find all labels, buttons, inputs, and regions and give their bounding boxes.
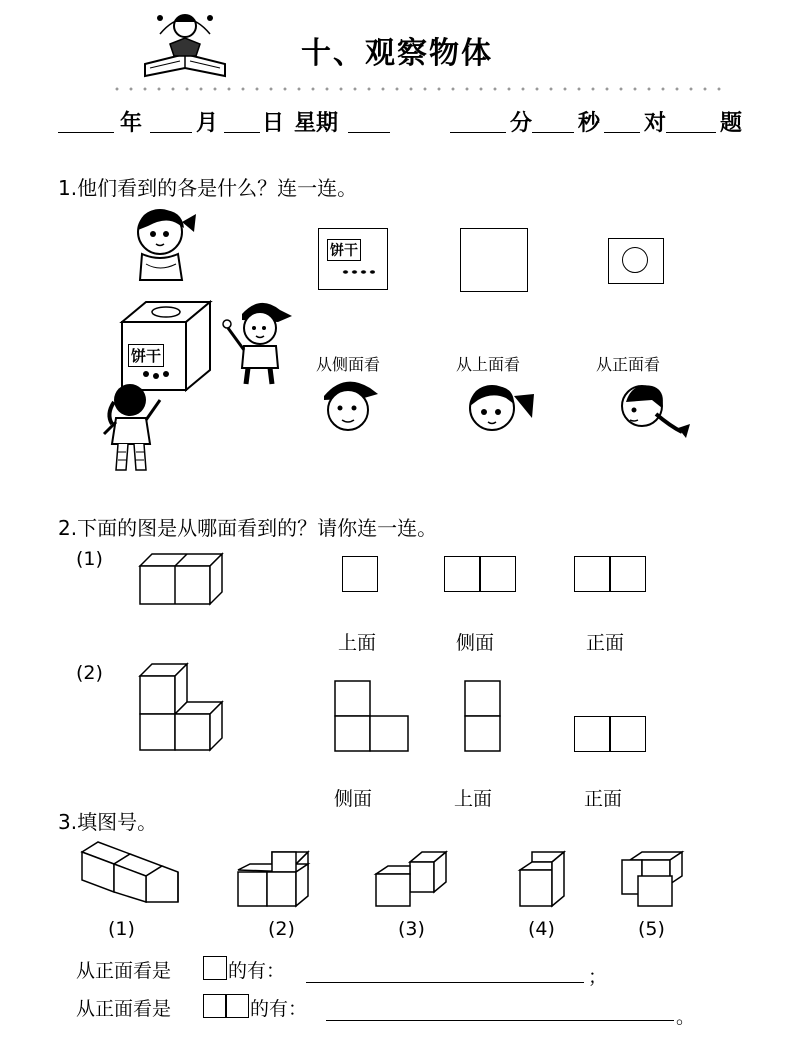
- q2-part2-label-side: 侧面: [334, 788, 373, 810]
- boy-cap-icon: [220, 294, 300, 388]
- q2-part2-solid: [140, 662, 222, 752]
- q2-part1-label-top: 上面: [338, 632, 377, 654]
- correct-blank[interactable]: [604, 106, 640, 133]
- q2-part1-view-two-squares-a[interactable]: [444, 556, 516, 592]
- q2-part2-view-l-shape[interactable]: [334, 680, 410, 752]
- q3-answer-line-1-blank[interactable]: [306, 982, 584, 983]
- q2-part2-label-front: 正面: [584, 788, 623, 810]
- double-square-glyph: [203, 994, 249, 1018]
- question-label: 题: [720, 110, 743, 136]
- q2-part2-view-stacked-squares[interactable]: [464, 680, 502, 752]
- page-title: 十、观察物体: [301, 36, 493, 71]
- q3-answer-line-2-end: 。: [676, 1006, 696, 1028]
- q2-part1-solid: [140, 552, 222, 606]
- view-label-side: 从侧面看: [316, 355, 381, 374]
- girl-back-icon: [98, 378, 168, 480]
- minute-label: 分: [510, 110, 533, 136]
- year-label: 年: [120, 110, 143, 136]
- q3-figure-5: [620, 850, 686, 908]
- view-label-top: 从上面看: [456, 355, 521, 374]
- girl-side-face-icon[interactable]: [612, 378, 692, 448]
- q1-prompt: 1.他们看到的各是什么？连一连。: [58, 176, 358, 200]
- minute-blank[interactable]: [450, 106, 506, 133]
- q3-answer-line-1-end: ；: [588, 966, 608, 988]
- girl-icon: [126, 202, 202, 284]
- date-score-row: [58, 106, 743, 140]
- second-label: 秒: [578, 110, 601, 136]
- square-top-view[interactable]: [460, 228, 528, 292]
- girl-face-icon[interactable]: [454, 378, 540, 436]
- weekday-blank[interactable]: [348, 106, 390, 133]
- cookie-front-view[interactable]: [318, 228, 388, 290]
- q2-part1-view-two-squares-b[interactable]: [574, 556, 646, 592]
- month-blank[interactable]: [150, 106, 192, 133]
- q2-part1-number: (1): [76, 548, 103, 570]
- circle-square-view[interactable]: [608, 238, 664, 284]
- q3-figure-number-4: (4): [528, 918, 555, 940]
- q2-part1-label-front: 正面: [586, 632, 625, 654]
- view-label-front: 从正面看: [596, 355, 661, 374]
- q3-figure-number-2: (2): [268, 918, 295, 940]
- weekday-label: 星期: [294, 110, 339, 136]
- day-blank[interactable]: [224, 106, 260, 133]
- q2-part2-view-two-squares[interactable]: [574, 716, 646, 752]
- q3-figure-1: [80, 840, 180, 906]
- second-blank[interactable]: [532, 106, 574, 133]
- q2-part2-number: (2): [76, 662, 103, 684]
- year-blank[interactable]: [58, 106, 114, 133]
- boy-face-icon[interactable]: [316, 374, 380, 436]
- q3-answer-line-1-suffix: 的有：: [228, 960, 286, 982]
- day-label: 日: [262, 110, 285, 136]
- cookies-icon: [341, 269, 375, 275]
- q2-prompt: 2.下面的图是从哪面看到的？请你连一连。: [58, 516, 438, 540]
- month-label: 月: [196, 110, 219, 136]
- q3-answer-line-2-suffix: 的有：: [250, 998, 308, 1020]
- q2-part2-label-top: 上面: [454, 788, 493, 810]
- cookie-box-label: 饼干: [327, 239, 361, 261]
- q2-part1-label-side: 侧面: [456, 632, 495, 654]
- question-blank[interactable]: [666, 106, 716, 133]
- q3-figure-4: [518, 850, 568, 908]
- single-square-glyph: [203, 956, 227, 980]
- circle-icon: [622, 247, 648, 273]
- q3-answer-line-2-prefix: 从正面看是: [76, 998, 172, 1020]
- q3-prompt: 3.填图号。: [58, 810, 158, 834]
- q3-figure-3: [374, 850, 448, 908]
- title-divider: [110, 86, 730, 92]
- q3-figure-number-1: (1): [108, 918, 135, 940]
- q3-figure-2: [238, 850, 310, 908]
- q2-part1-view-single-square[interactable]: [342, 556, 378, 592]
- cookie-box-text: 饼干: [128, 344, 164, 367]
- q3-figure-number-5: (5): [638, 918, 665, 940]
- correct-label: 对: [644, 110, 667, 136]
- q3-figure-number-3: (3): [398, 918, 425, 940]
- q3-answer-line-2-blank[interactable]: [326, 1020, 674, 1021]
- q3-answer-line-1-prefix: 从正面看是: [76, 960, 172, 982]
